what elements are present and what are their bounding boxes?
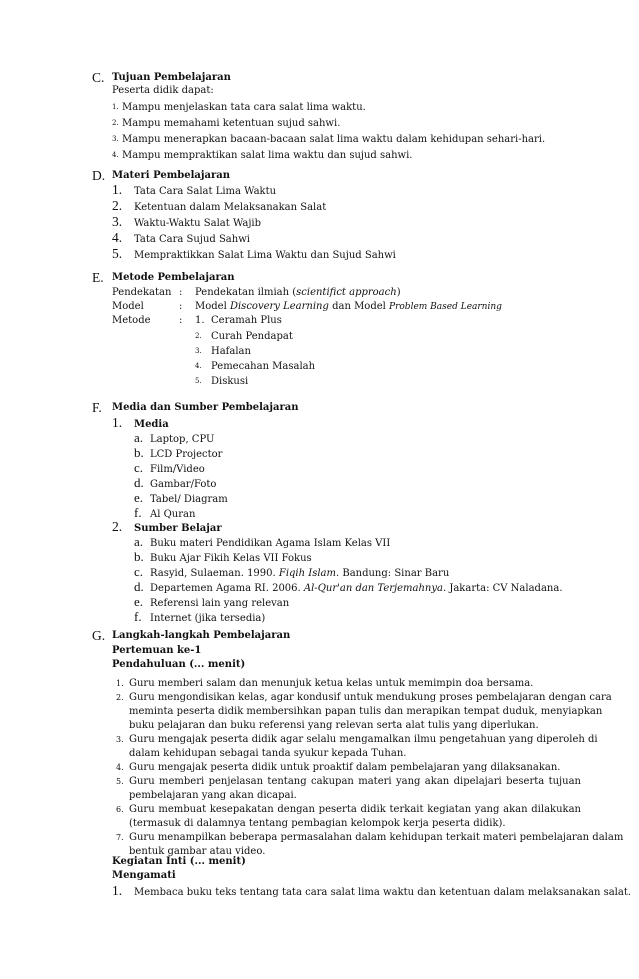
metode-row: Metode : 1. Ceramah Plus <box>112 315 282 326</box>
sub-heading: 2. Sumber Belajar <box>112 519 222 534</box>
step-line: Guru mengajak peserta didik untuk proaktif dalam pembelajaran yang dilaksanakan. <box>129 762 561 773</box>
section-letter: F. <box>92 400 102 415</box>
step-line: Guru menampilkan beberapa permasalahan dalam kehidupan terkait materi pembelajaran dalam <box>129 832 624 843</box>
list-item: 3. Mampu menerapkan bacaan-bacaan salat lima waktu dalam kehidupan sehari-hari. <box>112 134 546 145</box>
list-item: 2. Ketentuan dalam Melaksanakan Salat <box>112 198 327 213</box>
list-item: d. Departemen Agama RI. 2006. Al-Qur'an dan Terjemahnya. Jakarta: CV Naladana. <box>134 579 563 594</box>
step-line: Guru membuat kesepakatan dengan peserta didik terkait kegiatan yang akan dilakukan <box>129 804 581 815</box>
list-item: a. Buku materi Pendidikan Agama Islam Kelas VII <box>134 534 391 549</box>
list-item: c. Rasyid, Sulaeman. 1990. Fiqih Islam. Bandung: Sinar Baru <box>134 564 450 579</box>
list-item: d. Gambar/Foto <box>134 475 217 490</box>
list-item: 1. Membaca buku teks tentang tata cara salat lima waktu dan ketentuan dalam melaksanakan salat. <box>112 883 632 898</box>
list-item: 2. Curah Pendapat <box>195 331 293 342</box>
list-item: e. Tabel/ Diagram <box>134 490 228 505</box>
step-number: 5. <box>116 777 124 786</box>
list-item: a. Laptop, CPU <box>134 430 215 445</box>
list-item: f. Al Quran <box>134 505 196 520</box>
list-item: 3. Waktu-Waktu Salat Wajib <box>112 214 262 229</box>
section-letter: G. <box>92 628 106 643</box>
section-title: Langkah-langkah Pembelajaran <box>112 630 291 641</box>
section-title: Tujuan Pembelajaran <box>112 72 231 83</box>
step-number: 4. <box>116 763 124 772</box>
list-item: e. Referensi lain yang relevan <box>134 594 290 609</box>
section-title: Metode Pembelajaran <box>112 272 235 283</box>
intro-text: Peserta didik dapat: <box>112 85 214 96</box>
step-line: Guru memberi salam dan menunjuk ketua kelas untuk memimpin doa bersama. <box>129 678 534 689</box>
list-item: 5. Mempraktikkan Salat Lima Waktu dan Sujud Sahwi <box>112 246 396 261</box>
list-item: 4. Tata Cara Sujud Sahwi <box>112 230 250 245</box>
step-line: buku pelajaran dan buku referensi yang relevan serta alat tulis yang diperlukan. <box>129 720 539 731</box>
sub-heading: 1. Media <box>112 415 169 430</box>
section-title: Media dan Sumber Pembelajaran <box>112 402 299 413</box>
pendahuluan-label: Pendahuluan (... menit) <box>112 659 246 670</box>
list-item: f. Internet (jika tersedia) <box>134 609 266 624</box>
step-line: Guru mengondisikan kelas, agar kondusif untuk mendukung proses pembelajaran dengan cara <box>129 692 612 703</box>
section-letter: E. <box>92 270 104 285</box>
list-item: 5. Diskusi <box>195 376 249 387</box>
section-title: Materi Pembelajaran <box>112 170 231 181</box>
section-letter: C. <box>92 70 105 85</box>
step-line: bentuk gambar atau video. <box>129 846 266 857</box>
step-line: (termasuk di dalamnya tentang pembagian kelompok kerja peserta didik). <box>129 818 506 829</box>
list-item: 1. Tata Cara Salat Lima Waktu <box>112 182 277 197</box>
list-item: 1. Mampu menjelaskan tata cara salat lima waktu. <box>112 102 366 113</box>
list-item: b. Buku Ajar Fikih Kelas VII Fokus <box>134 549 312 564</box>
list-item: 2. Mampu memahami ketentuan sujud sahwi. <box>112 118 341 129</box>
list-item: 4. Pemecahan Masalah <box>195 361 316 372</box>
list-item: 3. Hafalan <box>195 346 251 357</box>
step-number: 6. <box>116 805 124 814</box>
step-number: 1. <box>116 679 124 688</box>
step-line: pembelajaran yang akan dicapai. <box>129 790 297 801</box>
step-line: dalam kehidupan sebagai tanda syukur kepada Tuhan. <box>129 748 407 759</box>
list-item: 4. Mampu mempraktikan salat lima waktu dan sujud sahwi. <box>112 150 413 161</box>
kegiatan-inti-label: Kegiatan Inti (... menit) <box>112 856 246 867</box>
pendekatan-row: Pendekatan : Pendekatan ilmiah (scientifict approach) <box>112 287 401 298</box>
list-item: c. Film/Video <box>134 460 205 475</box>
model-row: Model : Model Discovery Learning dan Model Problem Based Learning <box>112 301 502 312</box>
list-item: b. LCD Projector <box>134 445 223 460</box>
step-number: 2. <box>116 693 124 702</box>
step-number: 3. <box>116 735 124 744</box>
step-line: Guru memberi penjelasan tentang cakupan materi yang akan dipelajari beserta tujuan <box>129 776 581 787</box>
pertemuan-label: Pertemuan ke-1 <box>112 645 202 656</box>
mengamati-label: Mengamati <box>112 870 176 881</box>
section-letter: D. <box>92 168 106 183</box>
step-line: meminta peserta didik membersihkan papan tulis dan merapikan tempat duduk, menyiapkan <box>129 706 603 717</box>
step-line: Guru mengajak peserta didik agar selalu mengamalkan ilmu pengetahuan yang diperoleh di <box>129 734 598 745</box>
step-number: 7. <box>116 833 124 842</box>
